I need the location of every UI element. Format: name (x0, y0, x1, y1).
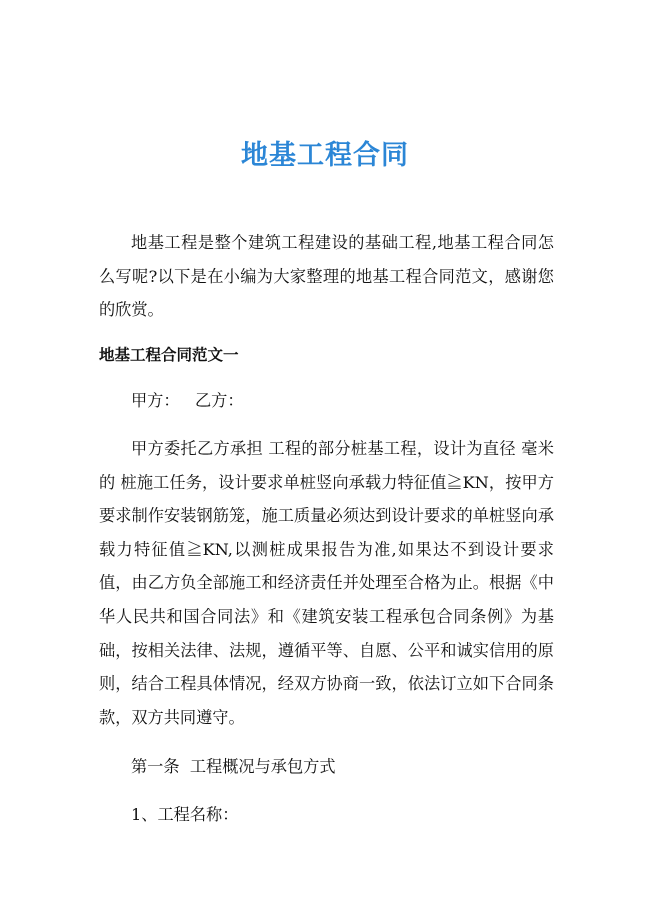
item-one-line: 1、工程名称： (131, 805, 239, 824)
article-one-heading: 第一条 工程概况与承包方式 (131, 757, 336, 776)
document-title: 地基工程合同 (241, 140, 409, 171)
intro-paragraph: 地基工程是整个建筑工程建设的基础工程,地基工程合同怎么写呢?以下是在小编为大家整理的地基工程合同范文，感谢您的欣赏。 (99, 233, 554, 320)
parties-line: 甲方： 乙方： (131, 391, 244, 410)
contract-body-paragraph: 甲方委托乙方承担 工程的部分桩基工程，设计为直径 毫米的 桩施工任务，设计要求单桩竖向承载力特征值≧KN，按甲方要求制作安装钢筋笼，施工质量必须达到设计要求的单桩竖向承载力特征值≧KN,以测桩成果报告为准,如果达不到设计要求值，由乙方负全部施工和经济责任并处理至合格为止。根据《中华人民共和国合同法》和《建筑安装工程承包合同条例》为基础，按相关法律、法规，遵循平等、自愿、公平和诚实信用的原则，结合工程具体情况，经双方协商一致，依法订立如下合同条款，双方共同遵守。 (99, 439, 554, 727)
section-heading: 地基工程合同范文一 (99, 346, 239, 364)
